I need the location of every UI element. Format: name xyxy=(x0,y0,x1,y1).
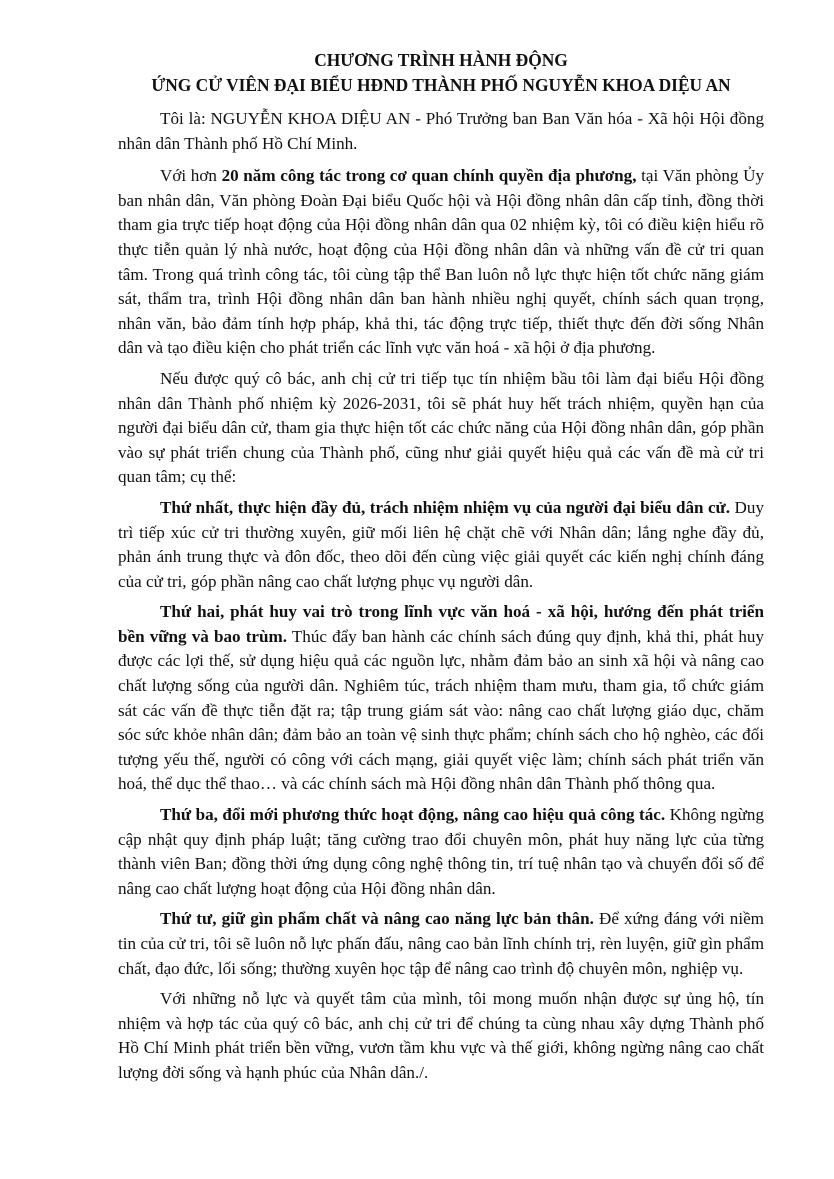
point-four-body: Để xứng đáng với niềm tin của cử tri, tôi sẽ luôn nỗ lực phấn đấu, nâng cao bản lĩnh chính trị, rèn luyện, giữ gìn phẩm chất, đạo đức, lối sống; thường xuyên học tập để nâng cao trình độ chuyên môn, nghiệp vụ. xyxy=(118,909,764,978)
point-one-body: Duy trì tiếp xúc cử tri thường xuyên, giữ mối liên hệ chặt chẽ với Nhân dân; lắng nghe đầy đủ, phản ánh trung thực và đôn đốc, theo dõi đến cùng việc giải quyết các kiến nghị chính đáng của cử tri, góp phần nâng cao chất lượng phục vụ người dân. xyxy=(118,497,764,591)
experience-body: tại Văn phòng Ủy ban nhân dân, Văn phòng Đoàn Đại biểu Quốc hội và Hội đồng nhân dân cấp tỉnh, đồng thời tham gia trực tiếp hoạt động của Hội đồng nhân dân qua 02 nhiệm kỳ, tôi có điều kiện hiểu rõ thực tiễn quản lý nhà nước, hoạt động của Hội đồng nhân dân và những vấn đề cử tri quan tâm. Trong quá trình công tác, tôi cùng tập thể Ban luôn nỗ lực thực hiện tốt chức năng giám sát, thẩm tra, trình Hội đồng nhân dân ban hành nhiều nghị quyết, chính sách quan trọng, nhân văn, bảo đảm tính hợp pháp, khả thi, tác động trực tiếp, thiết thực đến đời sống Nhân dân và tạo điều kiện cho phát triển các lĩnh vực văn hoá - xã hội ở địa phương. xyxy=(118,166,764,358)
point-one-heading: Thứ nhất, thực hiện đầy đủ, trách nhiệm nhiệm vụ của người đại biểu dân cử. xyxy=(160,497,731,517)
point-four-paragraph xyxy=(118,907,764,981)
document-subtitle: ỨNG CỬ VIÊN ĐẠI BIỂU HĐND THÀNH PHỐ NGUYỄN KHOA DIỆU AN xyxy=(151,75,731,95)
point-two-paragraph xyxy=(118,600,764,797)
closing-paragraph: Với những nỗ lực và quyết tâm của mình, tôi mong muốn nhận được sự ủng hộ, tín nhiệm và hợp tác của quý cô bác, anh chị cử tri để chúng ta cùng nhau xây dựng Thành phố Hồ Chí Minh phát triển bền vững, vươn tầm khu vực và thế giới, không ngừng nâng cao chất lượng đời sống và hạnh phúc của Nhân dân./. xyxy=(118,989,764,1082)
document-title: CHƯƠNG TRÌNH HÀNH ĐỘNG xyxy=(314,50,568,70)
point-one-paragraph xyxy=(118,496,764,594)
intro-paragraph: Tôi là: NGUYỄN KHOA DIỆU AN - Phó Trưởng ban Ban Văn hóa - Xã hội Hội đồng nhân dân Thành phố Hồ Chí Minh. xyxy=(118,109,764,153)
point-two-heading: Thứ hai, phát huy vai trò trong lĩnh vực văn hoá - xã hội, hướng đến phát triển bền vững và bao trùm. xyxy=(118,602,764,646)
point-four-heading: Thứ tư, giữ gìn phẩm chất và nâng cao năng lực bản thân. xyxy=(160,909,594,929)
point-three-body: Không ngừng cập nhật quy định pháp luật; tăng cường trao đổi chuyên môn, phát huy năng lực của từng thành viên Ban; đồng thời ứng dụng công nghệ thông tin, trí tuệ nhân tạo và chuyển đổi số để nâng cao chất lượng hoạt động của Hội đồng nhân dân. xyxy=(118,805,765,898)
experience-paragraph xyxy=(118,164,764,361)
point-three-heading: Thứ ba, đổi mới phương thức hoạt động, nâng cao hiệu quả công tác. xyxy=(160,805,666,825)
commitment-paragraph: Nếu được quý cô bác, anh chị cử tri tiếp tục tín nhiệm bầu tôi làm đại biểu Hội đồng nhân dân Thành phố nhiệm kỳ 2026-2031, tôi sẽ phát huy hết trách nhiệm, quyền hạn của người đại biểu dân cử, tham gia thực hiện tốt các chức năng của Hội đồng nhân dân, góp phần vào sự phát triển chung của Thành phố, cũng như giải quyết hiệu quả các vấn đề mà cử tri quan tâm; cụ thể: xyxy=(118,368,764,487)
experience-highlight: 20 năm công tác trong cơ quan chính quyền địa phương, xyxy=(221,166,637,186)
point-three-paragraph xyxy=(118,803,764,901)
experience-lead: Với hơn xyxy=(160,166,222,186)
point-two-body: Thúc đẩy ban hành các chính sách đúng quy định, khả thi, phát huy được các lợi thế, sử dụng hiệu quả các nguồn lực, nhằm đảm bảo an sinh xã hội và nâng cao chất lượng sống của người dân. Nghiêm túc, trách nhiệm tham mưu, tham gia, tổ chức giám sát các vấn đề thực tiễn đặt ra; tập trung giám sát vào: nâng cao chất lượng giáo dục, chăm sóc sức khỏe nhân dân; đảm bảo an toàn vệ sinh thực phẩm; chính sách cho hộ nghèo, các đối tượng yếu thế, người có công với cách mạng, giải quyết việc làm; chính sách phát triển văn hoá, thể dục thể thao… và các chính sách mà Hội đồng nhân dân Thành phố thông qua. xyxy=(118,626,765,794)
